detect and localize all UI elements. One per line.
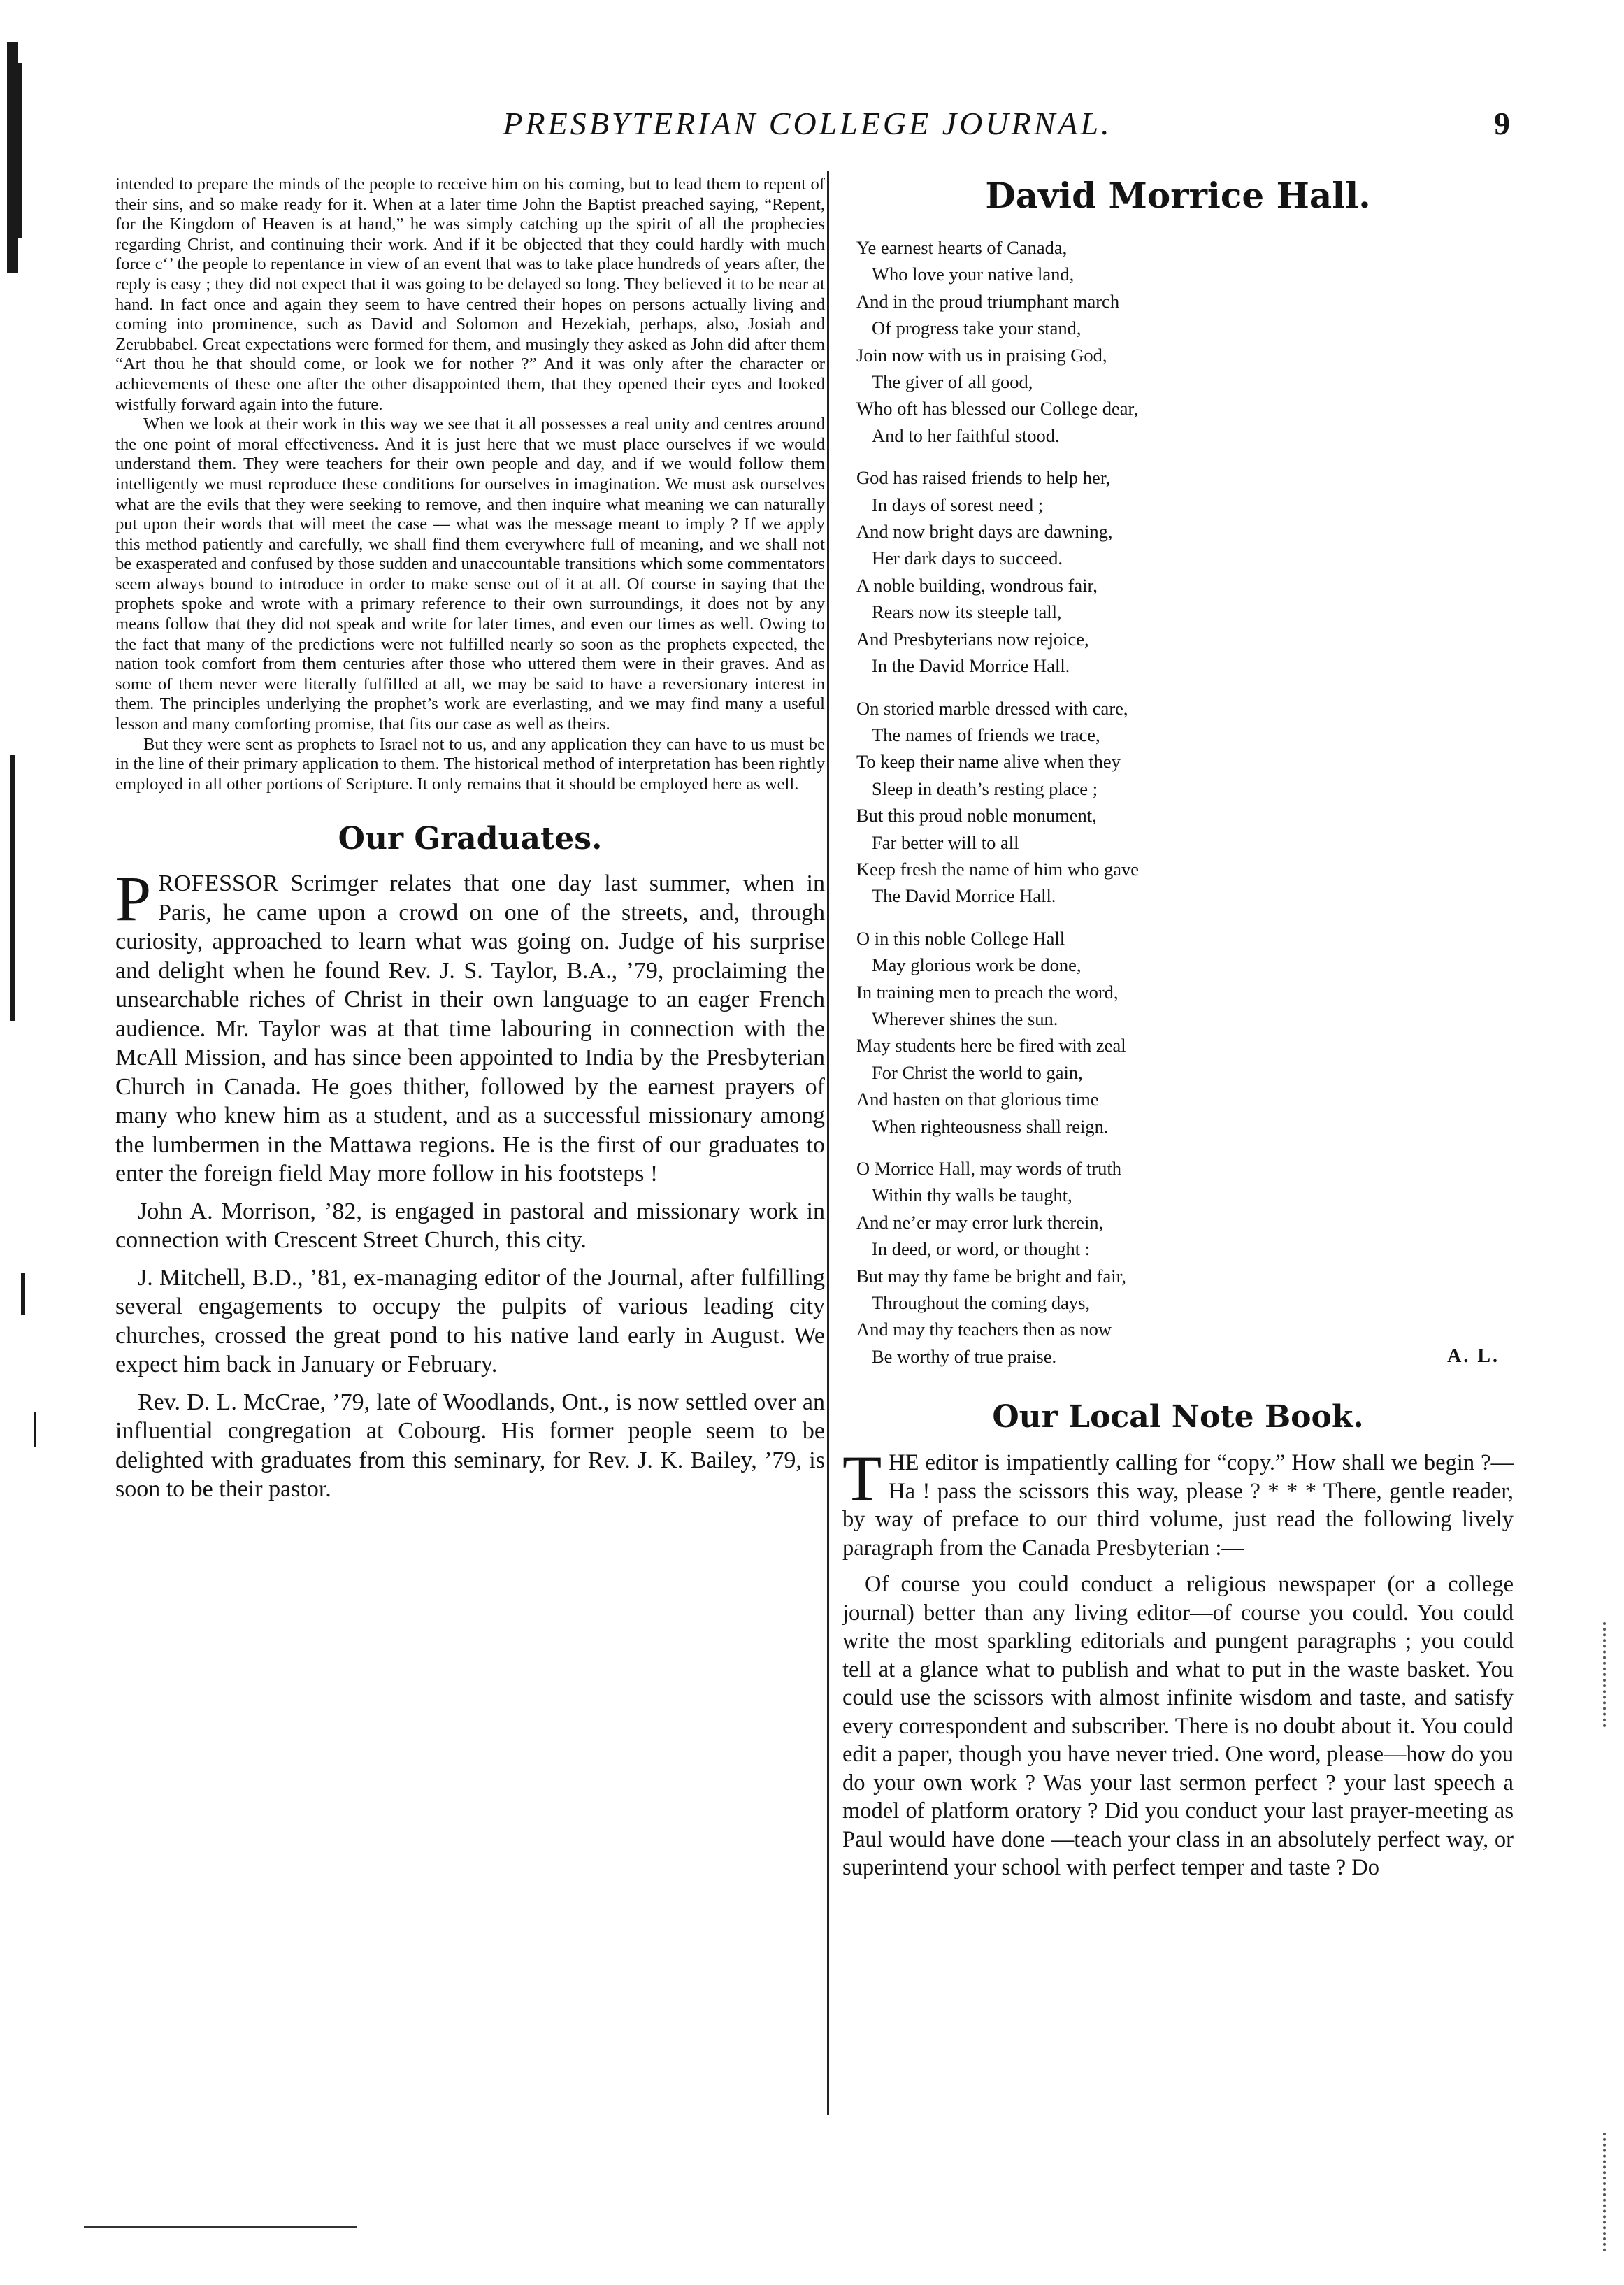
scan-edge-mark (7, 42, 18, 273)
notes-lead-text: HE editor is impatiently calling for “copy.” How shall we begin ?—Ha ! pass the scissors this way, please ? * * * There, gentle reader, by way of preface to our third volume, just read the following lively paragraph from the Canada Presbyterian :— (842, 1450, 1514, 1561)
poem-line: The giver of all good, (872, 371, 1033, 393)
poem-title: David Morrice Hall. (985, 175, 1371, 216)
poem-line: Wherever shines the sun. (872, 1008, 1058, 1029)
notes-lead-paragraph (842, 1442, 1514, 1562)
poem-line: And in the proud triumphant march (856, 290, 1120, 312)
poem-line: Keep fresh the name of him who gave (856, 858, 1139, 880)
poem-stanza (856, 925, 1514, 1140)
section-heading-graduates: Our Graduates. (338, 821, 603, 857)
poem-line: In the David Morrice Hall. (872, 655, 1070, 677)
poem-line: Throughout the coming days, (872, 1292, 1091, 1314)
prophets-article-continuation (115, 175, 825, 794)
journal-title: PRESBYTERIAN COLLEGE JOURNAL. (503, 106, 1112, 141)
poem-signature: A. L. (1447, 1345, 1500, 1367)
poem-line: The names of friends we trace, (872, 724, 1100, 745)
scan-edge-mark (18, 63, 22, 238)
page-number: 9 (1494, 106, 1510, 141)
poem-line: Her dark days to succeed. (872, 547, 1063, 569)
poem-stanza (856, 1155, 1514, 1370)
left-column (115, 175, 825, 1512)
graduate-item: Rev. D. L. McCrae, ’79, late of Woodlands, Ont., is now settled over an influential congregation at Cobourg. His former people seem to be delighted with graduates from this seminary, for Rev. J. K. Bailey, ’79, is soon to be their pastor. (115, 1389, 825, 1503)
running-head (105, 105, 1510, 147)
poem-line: Of progress take your stand, (872, 317, 1082, 339)
poem-line: And hasten on that glorious time (856, 1089, 1099, 1110)
poem-line: And to her faithful stood. (872, 424, 1060, 446)
poem-line: And now bright days are dawning, (856, 521, 1113, 543)
poem-line: Who oft has blessed our College dear, (856, 398, 1138, 420)
drop-cap: P (115, 863, 152, 935)
local-note-book-section (842, 1442, 1514, 1882)
scan-edge-dots (1603, 2133, 1610, 2251)
poem-line (856, 1343, 1514, 1370)
poem-line: In deed, or word, or thought : (872, 1238, 1091, 1260)
poem-line: Rears now its steeple tall, (872, 601, 1062, 623)
column-rule (827, 171, 829, 2115)
poem-line: May glorious work be done, (872, 954, 1082, 976)
poem-line: On storied marble dressed with care, (856, 697, 1128, 719)
scan-edge-mark (21, 1273, 25, 1315)
poem-line: And may thy teachers then as now (856, 1319, 1112, 1340)
graduates-lead-text: ROFESSOR Scrimger relates that one day last summer, when in Paris, he came upon a crowd on one of the streets, and, through curiosity, approached to learn what was going on. Judge of his surprise and delight when he found Rev. J. S. Taylor, B.A., ’79, proclaiming the unsearchable riches of Christ in their own language to an eager French audience. Mr. Taylor was at that time labouring in connection with the McAll Mission, and has since been appointed to India by the Presbyterian Church in Canada. He goes thither, followed by the earnest prayers of many who knew him as a student, and as a successful missionary among the lumbermen in the Mattawa regions. He is the first of our graduates to enter the foreign field May more follow in his footsteps ! (115, 871, 825, 1187)
poem-line: Sleep in death’s resting place ; (872, 778, 1098, 799)
poem-line: For Christ the world to gain, (872, 1061, 1083, 1083)
poem-line: Within thy walls be taught, (872, 1184, 1072, 1206)
poem-line: But this proud noble monument, (856, 805, 1097, 826)
right-column (842, 175, 1514, 1891)
drop-cap: T (842, 1442, 882, 1514)
article-paragraph: intended to prepare the minds of the people to receive him on his coming, but to lead them to repent of their sins, and so make ready for it. When at a later time John the Baptist preached saying, “Repent, for the Kingdom of Heaven is at hand,” he was simply catching up the spirit of all the prophecies regarding Christ, and continuing their work. And if it be objected that they could hardly with much force c‘’ the people to repentance in view of an event that was to take place hundreds of years after, the reply is easy ; they did not expect that it was going to be delayed so long. They believed it to be near at hand. In fact once and again they seem to have centred their hopes on persons actually living and coming into prominence, such as David and Solomon and Hezekiah, perhaps, also, Josiah and Zerubbabel. Great expectations were formed for them, and musingly they asked as John did after them “Art thou he that should come, or look we for nother ?” And it was only after the character or achievements of these one after the other disappointed them, that they opened their eyes and looked wistfully forward again into the future. (115, 175, 825, 414)
graduates-lead-paragraph (115, 863, 825, 1189)
poem-stanza (856, 464, 1514, 679)
poem-line: But may thy fame be bright and fair, (856, 1265, 1127, 1287)
poem-line: Ye earnest hearts of Canada, (856, 237, 1068, 258)
poem (842, 234, 1514, 1370)
poem-line: Join now with us in praising God, (856, 344, 1107, 366)
poem-stanza (856, 234, 1514, 449)
poem-line: In training men to preach the word, (856, 981, 1119, 1003)
poem-line: Far better will to all (872, 831, 1019, 853)
poem-line: To keep their name alive when they (856, 751, 1121, 773)
scan-edge-mark (10, 755, 15, 1021)
poem-line: May students here be fired with zeal (856, 1035, 1126, 1056)
graduate-item: John A. Morrison, ’82, is engaged in pastoral and missionary work in connection with Crescent Street Church, this city. (115, 1198, 825, 1254)
article-paragraph: But they were sent as prophets to Israel not to us, and any application they can have to us must be in the line of their primary application to them. The historical method of interpretation has been rightly employed in all other portions of Scripture. It only remains that it should be employed here as well. (115, 734, 825, 794)
graduates-section (115, 863, 825, 1504)
poem-line: And Presbyterians now rejoice, (856, 628, 1089, 650)
scan-edge-dots (1603, 1622, 1610, 1727)
poem-line-text: Be worthy of true praise. (872, 1345, 1057, 1367)
article-paragraph: When we look at their work in this way we see that it all possesses a real unity and centres around the one point of moral effectiveness. And it is just here that we must place ourselves if we would understand them. They were teachers for their own people and day, and if we would follow them intelligently we must reproduce these conditions for ourselves in imagination. We must ask ourselves what are the evils that they were seeking to remove, and then inquire what meaning we can naturally put upon their words that will meet the case — what was the message meant to imply ? If we apply this method patiently and carefully, we shall find them everywhere full of meaning, and we shall not be exasperated and confused by those sudden and unaccountable transitions which some commentators seem always bound to introduce in order to make sense out of it at all. Of course in saying that the prophets spoke and wrote with a primary reference to their own surroundings, it does not by any means follow that they did not speak and write for later times, and even our times as well. Owing to the fact that many of the predictions were not fulfilled nearly so soon as the prophets expected, the nation took comfort from them centuries after those who uttered them were in their graves. And as some of them never were literally fulfilled at all, we may be said to have a reversionary interest in them. The principles underlying the prophet’s work are everlasting, and we may find many a useful lesson and many comforting promise, that fits our case as well as theirs. (115, 415, 825, 734)
poem-line: The David Morrice Hall. (872, 885, 1056, 907)
poem-line: And ne’er may error lurk therein, (856, 1211, 1104, 1233)
quoted-paragraph: Of course you could conduct a religious newspaper (or a college journal) better than any living editor—of course you could. You could write the most sparkling editorials and pungent paragraphs ; you could tell at a glance what to publish and what to put in the waste basket. You could use the scissors with almost infinite wisdom and taste, and satisfy every correspondent and subscriber. There is no doubt about it. You could edit a paper, though you have never tried. One word, please—how do you do your own work ? Was your last sermon perfect ? your last speech a model of platform oratory ? Did you conduct your last prayer-meeting as Paul would have done —teach your class in an absolutely perfect way, or superintend your school with perfect temper and taste ? Do (842, 1572, 1514, 1881)
poem-line: Who love your native land, (872, 264, 1075, 285)
graduate-item: J. Mitchell, B.D., ’81, ex-managing editor of the Journal, after fulfilling several engagements to occupy the pulpits of various leading city churches, crossed the great pond to his native land early in August. We expect him back in January or February. (115, 1264, 825, 1378)
poem-line: O in this noble College Hall (856, 927, 1065, 949)
poem-line: In days of sorest need ; (872, 494, 1044, 515)
bottom-rule (84, 2226, 357, 2228)
section-heading-local-notes: Our Local Note Book. (992, 1399, 1364, 1435)
scan-edge-mark (34, 1412, 36, 1447)
poem-stanza (856, 695, 1514, 910)
poem-line: A noble building, wondrous fair, (856, 574, 1098, 596)
poem-line: God has raised friends to help her, (856, 467, 1111, 489)
poem-line: When righteousness shall reign. (872, 1115, 1109, 1137)
poem-line: O Morrice Hall, may words of truth (856, 1158, 1122, 1179)
